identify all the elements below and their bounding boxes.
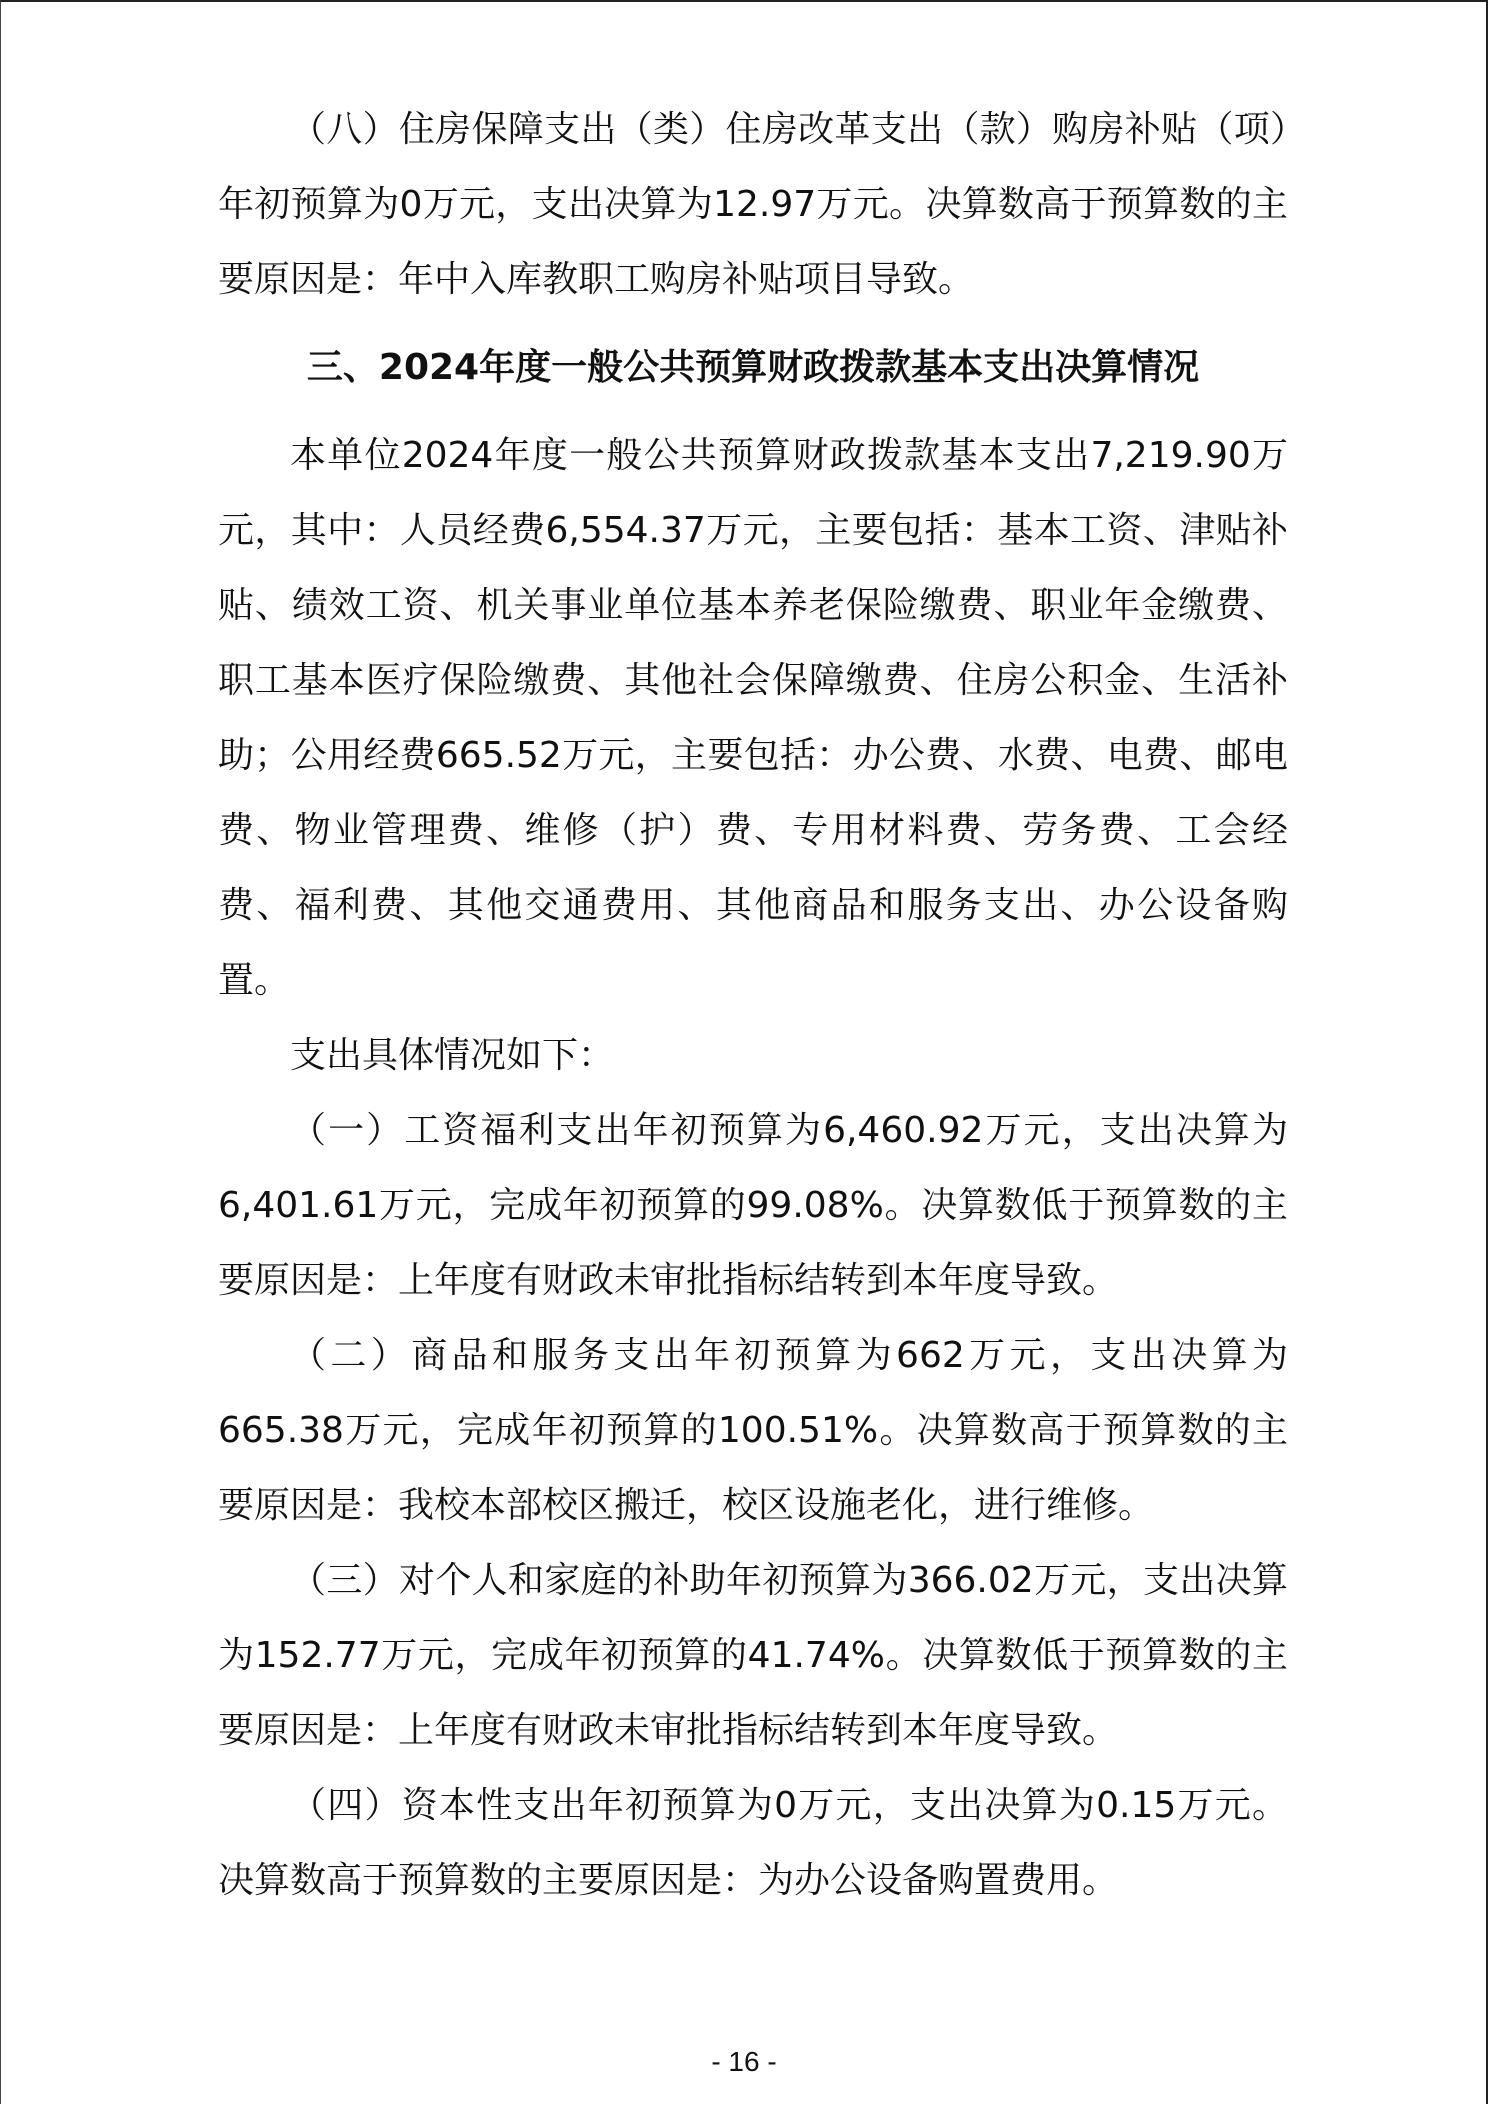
paragraph-individual-subsidy: （三）对个人和家庭的补助年初预算为366.02万元，支出决算为152.77万元，完成年初预算的41.74%。决算数低于预算数的主要原因是：上年度有财政未审批指标结转到本年度导致。 (218, 1560, 1288, 1751)
page-number: - 16 - (711, 2046, 777, 2077)
paragraph-capital-expenditure: （四）资本性支出年初预算为0万元，支出决算为0.15万元。决算数高于预算数的主要原因是：为办公设备购置费用。 (218, 1785, 1288, 1901)
paragraph-housing-subsidy: （八）住房保障支出（类）住房改革支出（款）购房补贴（项）年初预算为0万元，支出决算为12.97万元。决算数高于预算数的主要原因是：年中入库教职工购房补贴项目导致。 (218, 109, 1288, 300)
paragraph-details-intro: 支出具体情况如下： (290, 1035, 615, 1076)
paragraph-basic-expenditure: 本单位2024年度一般公共预算财政拨款基本支出7,219.90万元，其中：人员经费6,554.37万元，主要包括：基本工资、津贴补贴、绩效工资、机关事业单位基本养老保险缴费、职业年金缴费、职工基本医疗保险缴费、其他社会保障缴费、住房公积金、生活补助；公用经费665.52万元，主要包括：办公费、水费、电费、邮电费、物业管理费、维修（护）费、专用材料费、劳务费、工会经费、福利费、其他交通费用、其他商品和服务支出、办公设备购置。 (218, 435, 1288, 1001)
paragraph-goods-services: （二）商品和服务支出年初预算为662万元，支出决算为665.38万元，完成年初预算的100.51%。决算数高于预算数的主要原因是：我校本部校区搬迁，校区设施老化，进行维修。 (218, 1335, 1288, 1526)
document-body (218, 92, 1288, 1918)
paragraph-wages-welfare: （一）工资福利支出年初预算为6,460.92万元，支出决算为6,401.61万元，完成年初预算的99.08%。决算数低于预算数的主要原因是：上年度有财政未审批指标结转到本年度导致。 (218, 1110, 1288, 1301)
section-heading: 三、2024年度一般公共预算财政拨款基本支出决算情况 (306, 347, 1200, 388)
